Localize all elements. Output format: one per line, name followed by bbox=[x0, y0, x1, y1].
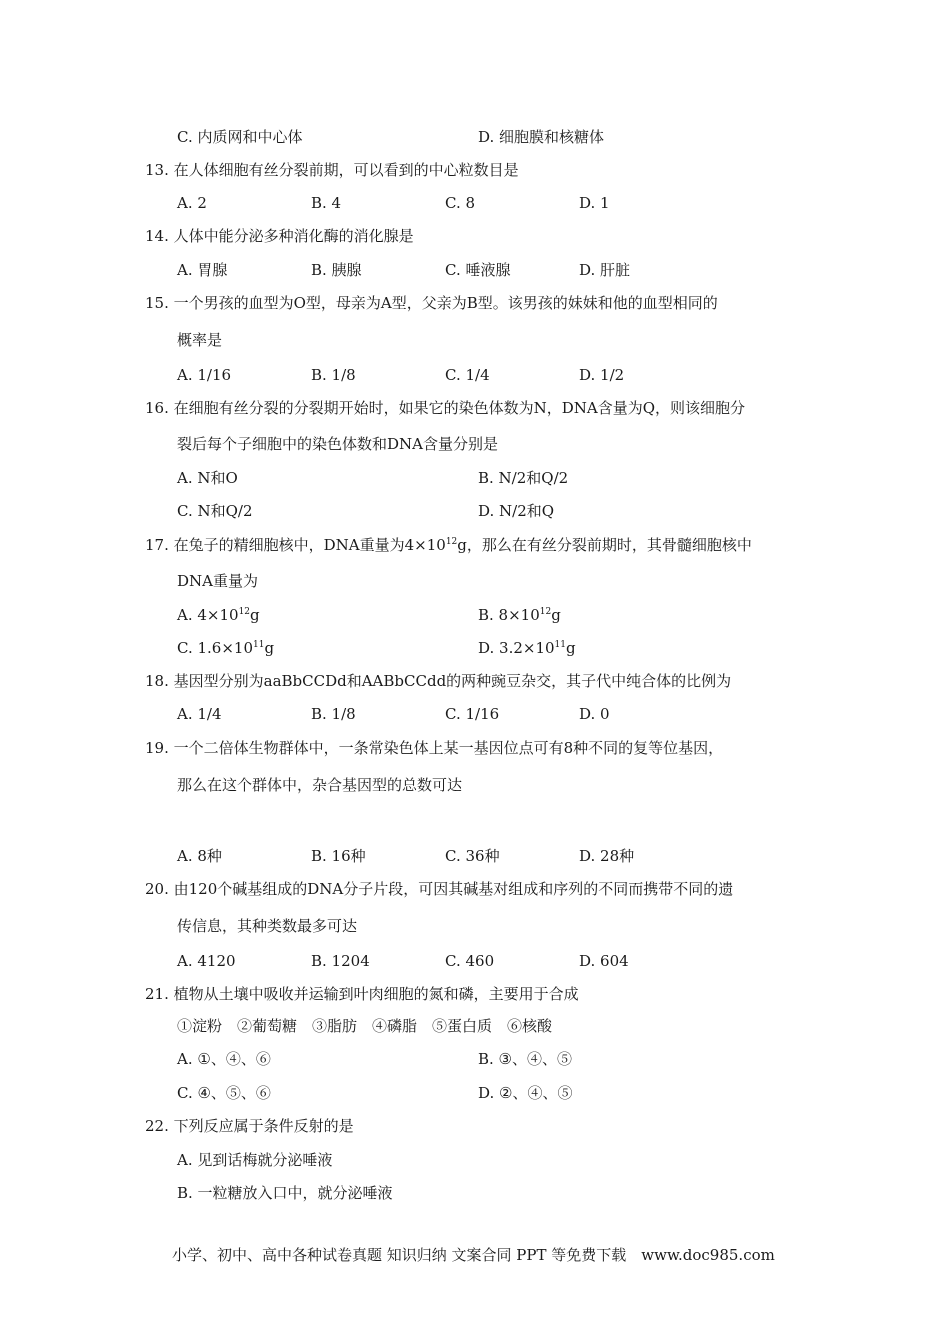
q18-option-d: D. 0 bbox=[579, 705, 610, 723]
q16-option-a: A. N和O bbox=[177, 469, 238, 487]
q20-stem-line2: 传信息，其种类数最多可达 bbox=[177, 917, 358, 935]
q14-option-a: A. 胃腺 bbox=[177, 261, 228, 279]
q19-option-b: B. 16种 bbox=[311, 847, 366, 865]
q21-stem: 21. 植物从土壤中吸收并运输到叶肉细胞的氮和磷，主要用于合成 bbox=[145, 985, 579, 1003]
q17-option-d: D. $3.2\times 10^{11}g$ bbox=[478, 639, 576, 657]
q15-option-c: C. 1/4 bbox=[445, 366, 490, 384]
q17-option-c: C. $1.6\times 10^{11}g$ bbox=[177, 639, 275, 657]
q15-option-a: A. 1/16 bbox=[177, 366, 232, 384]
q19-stem-line1: 19. 一个二倍体生物群体中，一条常染色体上某一基因位点可有8种不同的复等位基因， bbox=[145, 739, 724, 757]
q18-stem: 18. 基因型分别为aaBbCCDd和AABbCCdd的两种豌豆杂交，其子代中纯合体的比例为 bbox=[145, 672, 732, 690]
q22-option-a: A. 见到话梅就分泌唾液 bbox=[177, 1151, 333, 1169]
q12-option-d: D. 细胞膜和核糖体 bbox=[478, 128, 605, 146]
q19-option-d: D. 28种 bbox=[579, 847, 635, 865]
q13-option-d: D. 1 bbox=[579, 194, 610, 212]
q17-option-b: B. $8\times 10^{12}g$ bbox=[478, 606, 561, 624]
q16-option-c: C. N和Q/2 bbox=[177, 502, 253, 520]
q21-option-a: A. ①、④、⑥ bbox=[177, 1050, 271, 1068]
q14-option-b: B. 胰腺 bbox=[311, 261, 362, 279]
q13-option-b: B. 4 bbox=[311, 194, 342, 212]
q15-stem-line1: 15. 一个男孩的血型为O型，母亲为A型，父亲为B型。该男孩的妹妹和他的血型相同的 bbox=[145, 294, 718, 312]
q21-items: ①淀粉 ②葡萄糖 ③脂肪 ④磷脂 ⑤蛋白质 ⑥核酸 bbox=[177, 1017, 553, 1035]
q21-option-c: C. ④、⑤、⑥ bbox=[177, 1084, 271, 1102]
q12-option-c: C. 内质网和中心体 bbox=[177, 128, 303, 146]
q13-option-c: C. 8 bbox=[445, 194, 476, 212]
q16-option-b: B. N/2和Q/2 bbox=[478, 469, 569, 487]
q22-option-b: B. 一粒糖放入口中，就分泌唾液 bbox=[177, 1184, 393, 1202]
q14-stem: 14. 人体中能分泌多种消化酶的消化腺是 bbox=[145, 227, 414, 245]
q20-option-c: C. 460 bbox=[445, 952, 495, 970]
footer-text: 小学、初中、高中各种试卷真题 知识归纳 文案合同 PPT 等免费下载 www.doc985.com bbox=[172, 1246, 775, 1264]
q16-stem-line2: 裂后每个子细胞中的染色体数和DNA含量分别是 bbox=[177, 435, 498, 453]
q21-option-d: D. ②、④、⑤ bbox=[478, 1084, 573, 1102]
q14-option-c: C. 唾液腺 bbox=[445, 261, 511, 279]
q13-option-a: A. 2 bbox=[177, 194, 207, 212]
q18-option-c: C. 1/16 bbox=[445, 705, 500, 723]
q15-option-b: B. 1/8 bbox=[311, 366, 356, 384]
q19-option-c: C. 36种 bbox=[445, 847, 500, 865]
q15-stem-line2: 概率是 bbox=[177, 331, 223, 349]
q13-stem: 13. 在人体细胞有丝分裂前期，可以看到的中心粒数目是 bbox=[145, 161, 519, 179]
q20-option-b: B. 1204 bbox=[311, 952, 370, 970]
q19-option-a: A. 8种 bbox=[177, 847, 222, 865]
q20-option-d: D. 604 bbox=[579, 952, 629, 970]
q16-option-d: D. N/2和Q bbox=[478, 502, 555, 520]
q21-option-b: B. ③、④、⑤ bbox=[478, 1050, 573, 1068]
q15-option-d: D. 1/2 bbox=[579, 366, 625, 384]
q18-option-b: B. 1/8 bbox=[311, 705, 356, 723]
q18-option-a: A. 1/4 bbox=[177, 705, 222, 723]
q17-option-a: A. $4\times 10^{12}g$ bbox=[177, 606, 260, 624]
q22-stem: 22. 下列反应属于条件反射的是 bbox=[145, 1117, 354, 1135]
q16-stem-line1: 16. 在细胞有丝分裂的分裂期开始时，如果它的染色体数为N，DNA含量为Q，则该细胞分 bbox=[145, 399, 746, 417]
q19-stem-line2: 那么在这个群体中，杂合基因型的总数可达 bbox=[177, 776, 463, 794]
q17-stem-line2: DNA重量为 bbox=[177, 572, 258, 590]
q17-stem-line1: 17. 在兔子的精细胞核中，DNA重量为$4\times 10^{12}g$，那么在有丝分裂前期时，其骨髓细胞核中 bbox=[145, 536, 752, 554]
q20-option-a: A. 4120 bbox=[177, 952, 236, 970]
q20-stem-line1: 20. 由120个碱基组成的DNA分子片段，可因其碱基对组成和序列的不同而携带不同的遗 bbox=[145, 880, 734, 898]
q14-option-d: D. 肝脏 bbox=[579, 261, 631, 279]
